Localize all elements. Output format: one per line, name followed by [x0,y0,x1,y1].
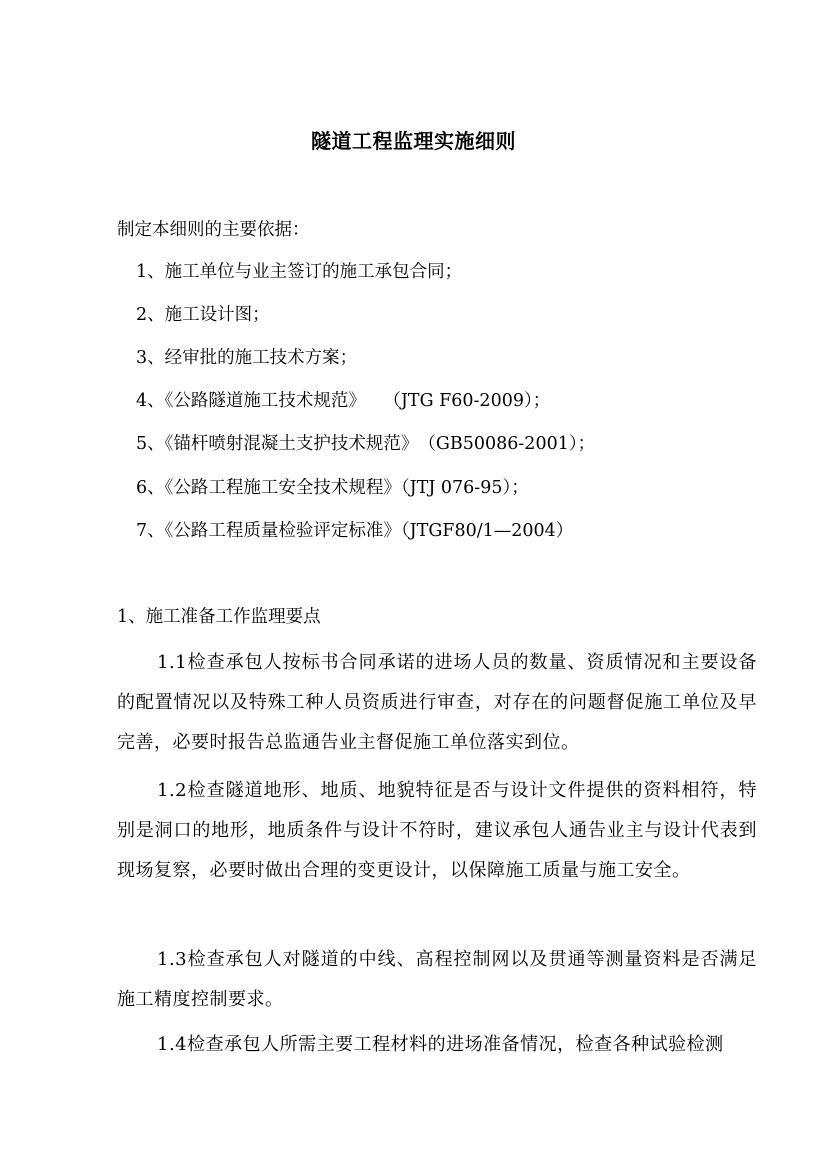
basis-item-7: 7、《公路工程质量检验评定标准》（JTGF80/1—2004） [136,521,574,541]
section1-paragraph-1-4: 1.4检查承包人所需主要工程材料的进场准备情况，检查各种试验检测 [157,1034,724,1055]
basis-heading: 制定本细则的主要依据： [117,220,310,240]
basis-item-1: 1、施工单位与业主签订的施工承包合同； [136,262,463,282]
section1-heading: 1、施工准备工作监理要点 [117,607,321,627]
section1-paragraph-1-1: 1.1检查承包人按标书合同承诺的进场人员的数量、资质情况和主要设备的配置情况以及特殊工种人员资质进行审查，对存在的问题督促施工单位及早完善，必要时报告总监通告业主督促施工单位落实到位。 [117,652,757,753]
basis-item-4: 4、《公路隧道施工技术规范》 （JTG F60-2009）； [136,391,551,411]
basis-item-2: 2、施工设计图； [136,305,270,325]
basis-item-6: 6、《公路工程施工安全技术规程》（JTJ 076-95）； [136,478,529,498]
document-title: 隧道工程监理实施细则 [311,129,516,153]
basis-item-3: 3、经审批的施工技术方案； [136,348,358,368]
section1-paragraph-1-3: 1.3检查承包人对隧道的中线、高程控制网以及贯通等测量资料是否满足施工精度控制要求。 [117,949,757,1010]
section1-paragraph-1-2: 1.2检查隧道地形、地质、地貌特征是否与设计文件提供的资料相符，特别是洞口的地形，地质条件与设计不符时，建议承包人通告业主与设计代表到现场复察，必要时做出合理的变更设计，以保障施工质量与施工安全。 [117,780,757,881]
basis-item-5: 5、《锚杆喷射混凝土支护技术规范》 （GB50086-2001）； [136,434,596,454]
